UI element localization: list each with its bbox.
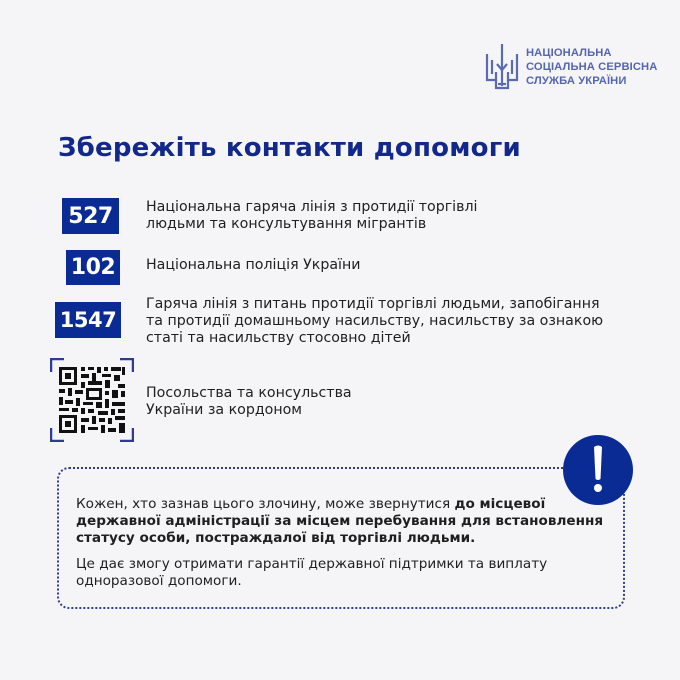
- logo-line: СОЦІАЛЬНА СЕРВІСНА: [526, 61, 658, 73]
- phone-badge-1547[interactable]: 1547: [55, 302, 121, 338]
- notice-bold-text: до місцевої: [454, 496, 546, 512]
- notice-text: Кожен, хто зазнав цього злочину, може звернутися: [76, 496, 455, 512]
- alert-badge: [563, 435, 633, 505]
- contact-line: статі та насильству стосовно дітей: [146, 330, 411, 346]
- logo-line: НАЦІОНАЛЬНА: [526, 47, 612, 59]
- logo-text: [526, 46, 657, 88]
- trident-icon: [484, 42, 520, 92]
- notice-paragraph-1: [76, 496, 603, 547]
- phone-badge-527[interactable]: 527: [62, 198, 119, 234]
- contact-description: [146, 296, 603, 347]
- qr-line: Посольства та консульства: [146, 385, 352, 401]
- contact-description: [146, 257, 360, 274]
- notice-line: [76, 496, 603, 513]
- qr-description: [146, 385, 352, 419]
- notice-bold-text: державної адміністрації за місцем перебування для встановлення: [76, 513, 604, 529]
- notice-line: [76, 530, 603, 547]
- contact-description: [146, 199, 478, 233]
- notice-line: Це дає змогу отримати гарантії державної підтримки та виплату: [76, 556, 548, 572]
- page-title: Збережіть контакти допомоги: [58, 133, 521, 163]
- phone-badge-102[interactable]: 102: [66, 250, 120, 285]
- qr-code-icon[interactable]: [50, 358, 134, 442]
- contact-line: Національна гаряча лінія з протидії торгівлі: [146, 199, 478, 215]
- contact-line: та протидії домашньому насильству, насильству за ознакою: [146, 313, 604, 329]
- contact-line: Національна поліція України: [146, 257, 361, 273]
- contact-line: людьми та консультування мігрантів: [146, 216, 427, 232]
- logo-line: СЛУЖБА УКРАЇНИ: [526, 75, 627, 87]
- exclamation-icon: [563, 435, 633, 505]
- nsss-logo: [484, 42, 657, 92]
- notice-line: одноразової допомоги.: [76, 573, 242, 589]
- notice-paragraph-2: [76, 556, 547, 590]
- qr-line: України за кордоном: [146, 402, 303, 418]
- notice-bold-text: статусу особи, постраждалої від торгівлі людьми.: [76, 530, 476, 546]
- contact-line: Гаряча лінія з питань протидії торгівлі людьми, запобігання: [146, 296, 600, 312]
- notice-line: [76, 513, 603, 530]
